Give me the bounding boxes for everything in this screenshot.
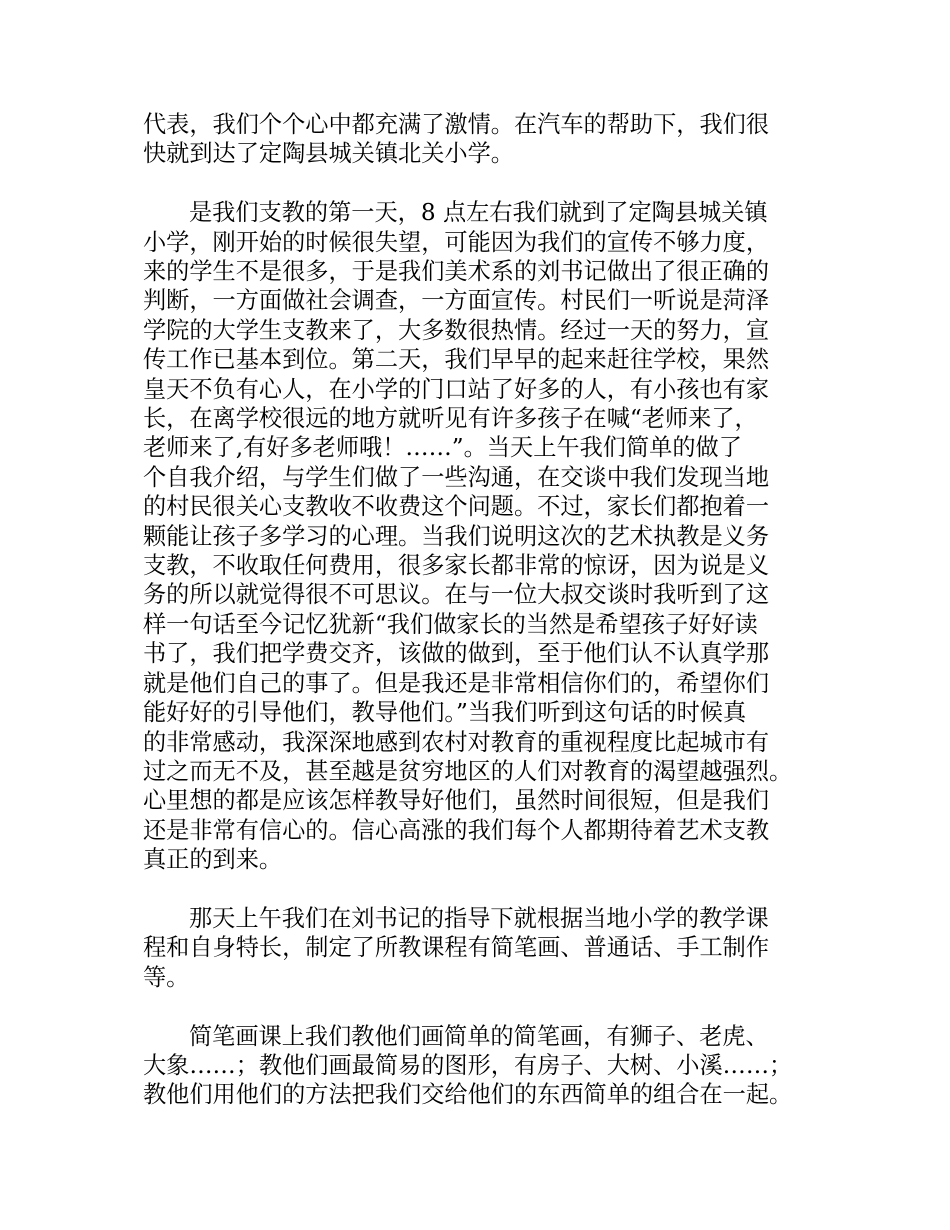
paragraph-4 (143, 1022, 833, 1110)
text-line: 能好好的引导他们，教导他们。”当我们听到这句话的时候真 (143, 699, 747, 727)
text-line: 教他们用他们的方法把我们交给他们的东西简单的组合在一起。 (143, 1081, 793, 1109)
text-line: 快就到达了定陶县城关镇北关小学。 (143, 140, 514, 168)
text-line: 传工作已基本到位。第二天，我们早早的起来赶往学校，果然 (143, 346, 770, 374)
paragraph-2 (143, 198, 833, 874)
text-line: 书了，我们把学费交齐，该做的做到，至于他们认不认真学那 (143, 640, 770, 668)
text-line: 老师来了,有好多老师哦！……”。当天上午我们简单的做了 (143, 434, 742, 462)
text-line: 个自我介绍，与学生们做了一些沟通，在交谈中我们发现当地 (143, 463, 770, 491)
text-line: 真正的到来。 (143, 846, 283, 874)
text-line: 小学，刚开始的时候很失望，可能因为我们的宣传不够力度， (143, 228, 770, 256)
paragraph-1 (143, 110, 833, 169)
text-line: 等。 (143, 963, 190, 991)
text-line: 皇天不负有心人，在小学的门口站了好多的人，有小孩也有家 (143, 375, 770, 403)
text-line: 的非常感动，我深深地感到农村对教育的重视程度比起城市有 (143, 728, 770, 756)
text-line: 的村民很关心支教收不收费这个问题。不过，家长们都抱着一 (143, 493, 770, 521)
text-line: 那天上午我们在刘书记的指导下就根据当地小学的教学课 (189, 904, 769, 932)
paragraph-3 (143, 904, 833, 992)
text-line: 颗能让孩子多学习的心理。当我们说明这次的艺术执教是义务 (143, 522, 770, 550)
text-line: 过之而无不及，甚至越是贫穷地区的人们对教育的渴望越强烈。 (143, 757, 793, 785)
text-line: 是我们支教的第一天，8 点左右我们就到了定陶县城关镇 (189, 199, 768, 227)
text-line: 代表，我们个个心中都充满了激情。在汽车的帮助下，我们很 (143, 111, 770, 138)
text-line: 学院的大学生支教来了，大多数很热情。经过一天的努力，宣 (143, 316, 770, 344)
text-line: 还是非常有信心的。信心高涨的我们每个人都期待着艺术支教 (143, 816, 770, 844)
text-line: 心里想的都是应该怎样教导好他们，虽然时间很短，但是我们 (143, 787, 770, 815)
text-line: 务的所以就觉得很不可思议。在与一位大叔交谈时我听到了这 (143, 581, 770, 609)
text-line: 就是他们自己的事了。但是我还是非常相信你们的，希望你们 (143, 669, 770, 697)
text-line: 简笔画课上我们教他们画简单的简笔画，有狮子、老虎、 (189, 1022, 769, 1050)
text-line: 样一句话至今记忆犹新“我们做家长的当然是希望孩子好好读 (143, 610, 758, 638)
text-line: 判断，一方面做社会调查，一方面宣传。村民们一听说是菏泽 (143, 287, 770, 315)
text-line: 长，在离学校很远的地方就听见有许多孩子在喊“老师来了， (143, 405, 758, 433)
document-body (143, 110, 833, 1139)
text-line: 来的学生不是很多，于是我们美术系的刘书记做出了很正确的 (143, 258, 770, 286)
text-line: 支教，不收取任何费用，很多家长都非常的惊讶，因为说是义 (143, 552, 770, 580)
text-line: 程和自身特长，制定了所教课程有简笔画、普通话、手工制作 (143, 934, 770, 962)
text-line: 大象……；教他们画最简易的图形，有房子、大树、小溪……； (143, 1051, 793, 1079)
